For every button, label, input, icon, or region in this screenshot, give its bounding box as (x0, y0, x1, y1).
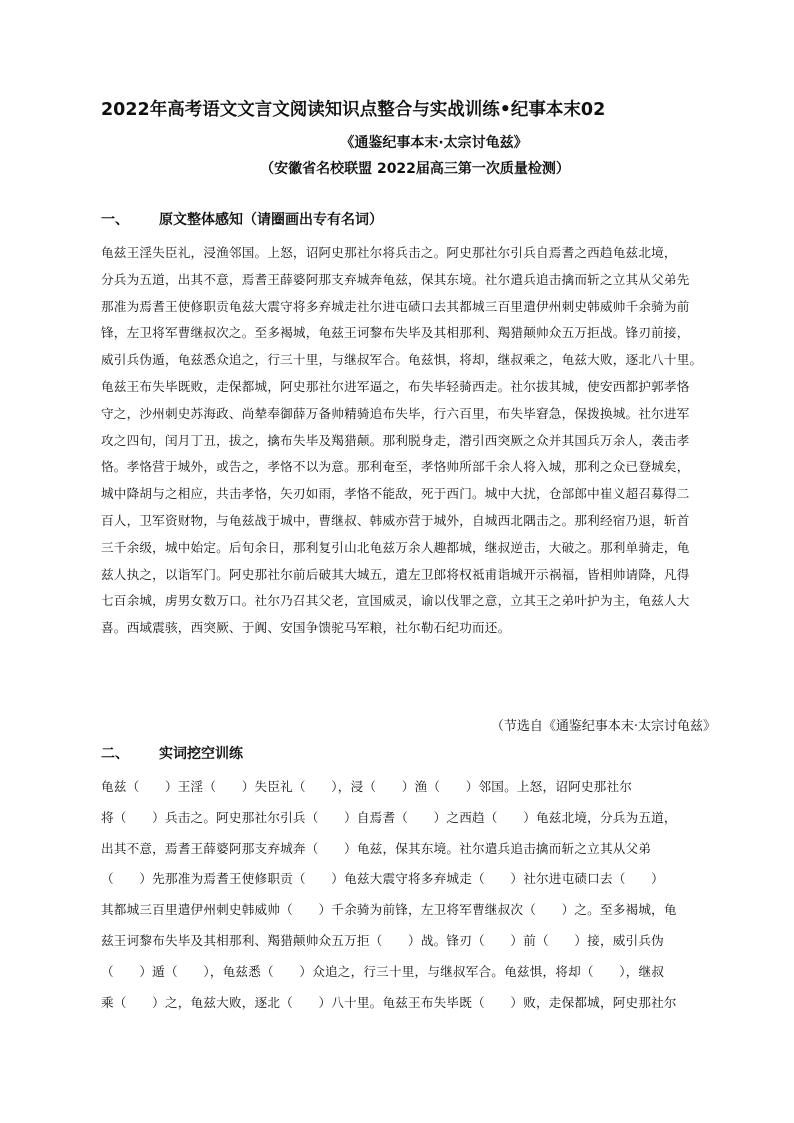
passage-line: 龟兹王布失毕既败，走保都城，阿史那社尔进军逼之，布失毕轻骑西走。社尔拔其城，使安西都护郭孝恪 (101, 378, 690, 394)
cloze-line: 龟兹（ ）王淫（ ）失臣礼（ ），浸（ ）渔（ ）邻国。上怒，诏阿史那社尔 (101, 779, 633, 794)
passage-line: 喜。西域震骇，西突厥、于阗、安国争馈驼马军粮，社尔勒石纪功而还。 (101, 620, 511, 636)
passage-line: 锋，左卫将军曹继叔次之。至多褐城，龟兹王诃黎布失毕及其相那利、羯猎颠帅众五万拒战。锋刃前接， (101, 325, 690, 341)
passage-line: 城中降胡与之相应，共击孝恪，矢刃如雨，孝恪不能敌，死于西门。城中大扰，仓部郎中崔义超召募得二 (101, 486, 690, 502)
document-subtitle: 《通鉴纪事本末·太宗讨龟兹》 (340, 135, 528, 151)
section1-heading (101, 209, 383, 229)
passage-line: 那准为焉耆王使修职贡龟兹大震守将多弃城走社尔进屯碛口去其都城三百里遣伊州刺史韩威帅千余骑为前 (101, 298, 690, 314)
cloze-line: 出其不意，焉耆王薛婆阿那支弃城奔（ ）龟兹，保其东境。社尔遣兵追击擒而斩之立其从父弟 (101, 840, 652, 856)
cloze-line: 其都城三百里遣伊州刺史韩威帅（ ）千余骑为前锋，左卫将军曹继叔次（ ）之。至多褐城，龟 (101, 902, 677, 918)
passage-line: 守之，沙州刺史苏海政、尚辇奉御薛万备帅精骑追布失毕，行六百里，布失毕窘急，保拨换城。社尔进军 (101, 405, 690, 421)
passage-line: 分兵为五道，出其不意，焉耆王薛婆阿那支弃城奔龟兹，保其东境。社尔遣兵追击擒而斩之立其从父弟先 (101, 271, 690, 287)
passage-line: 三千余级，城中始定。后旬余日，那利复引山北龟兹万余人趣都城，继叔逆击，大破之。那利单骑走，龟 (101, 539, 690, 555)
passage-source: （节选自《通鉴纪事本末·太宗讨龟兹》 (490, 719, 716, 734)
original-text-passage (101, 240, 716, 642)
section2-heading (101, 743, 243, 763)
cloze-line: 将（ ）兵击之。阿史那社尔引兵（ ）自焉耆（ ）之西趋（ ）龟兹北境，分兵为五道， (101, 809, 677, 825)
document-title: 2022年高考语文文言文阅读知识点整合与实战训练•纪事本末02 (101, 100, 606, 120)
exam-source: （安徽省名校联盟 2022届高三第一次质量检测） (260, 161, 570, 177)
cloze-exercise-passage (101, 772, 716, 1018)
passage-line: 恪。孝恪营于城外，或告之，孝恪不以为意。那利奄至，孝恪帅所部千余人将入城，那利之众已登城矣， (101, 459, 690, 475)
passage-line: 兹人执之，以诣军门。阿史那社尔前后破其大城五，遣左卫郎将权祗甫诣城开示祸福，皆相帅请降，凡得 (101, 566, 690, 582)
section1-title: 原文整体感知（请圈画出专有名词） (159, 212, 383, 228)
passage-line: 龟兹王淫失臣礼，浸渔邻国。上怒，诏阿史那社尔将兵击之。阿史那社尔引兵自焉耆之西趋龟兹北境， (101, 245, 677, 260)
passage-line: 攻之四旬，闰月丁丑，拔之，擒布失毕及羯猎颠。那利脱身走，潜引西突厥之众并其国兵万余人，袭击孝 (101, 432, 690, 448)
cloze-line: 乘（ ）之，龟兹大败，逐北（ ）八十里。龟兹王布失毕既（ ）败，走保都城，阿史那社尔 (101, 994, 677, 1010)
section1-number: 一、 (101, 212, 129, 228)
cloze-line: 兹王诃黎布失毕及其相那利、羯猎颠帅众五万拒（ ）战。锋刃（ ）前（ ）接，威引兵伪 (101, 932, 664, 948)
passage-line: 威引兵伪遁，龟兹悉众追之，行三十里，与继叔军合。龟兹惧，将却，继叔乘之，龟兹大败，逐北八十里。 (101, 352, 703, 368)
section2-title: 实词挖空训练 (159, 746, 243, 762)
cloze-line: （ ）先那准为焉耆王使修职贡（ ）龟兹大震守将多弃城走（ ）社尔进屯碛口去（ ） (101, 871, 664, 887)
cloze-line: （ ）遁（ ），龟兹悉（ ）众追之，行三十里，与继叔军合。龟兹惧，将却（ ），继叔 (101, 963, 665, 979)
section2-number: 二、 (101, 746, 129, 762)
passage-line: 七百余城，虏男女数万口。社尔乃召其父老，宣国威灵，谕以伐罪之意，立其王之弟叶护为主，龟兹人大 (101, 593, 690, 609)
passage-line: 百人，卫军资财物，与龟兹战于城中，曹继叔、韩威亦营于城外，自城西北隅击之。那利经宿乃退，斩首 (101, 512, 690, 528)
